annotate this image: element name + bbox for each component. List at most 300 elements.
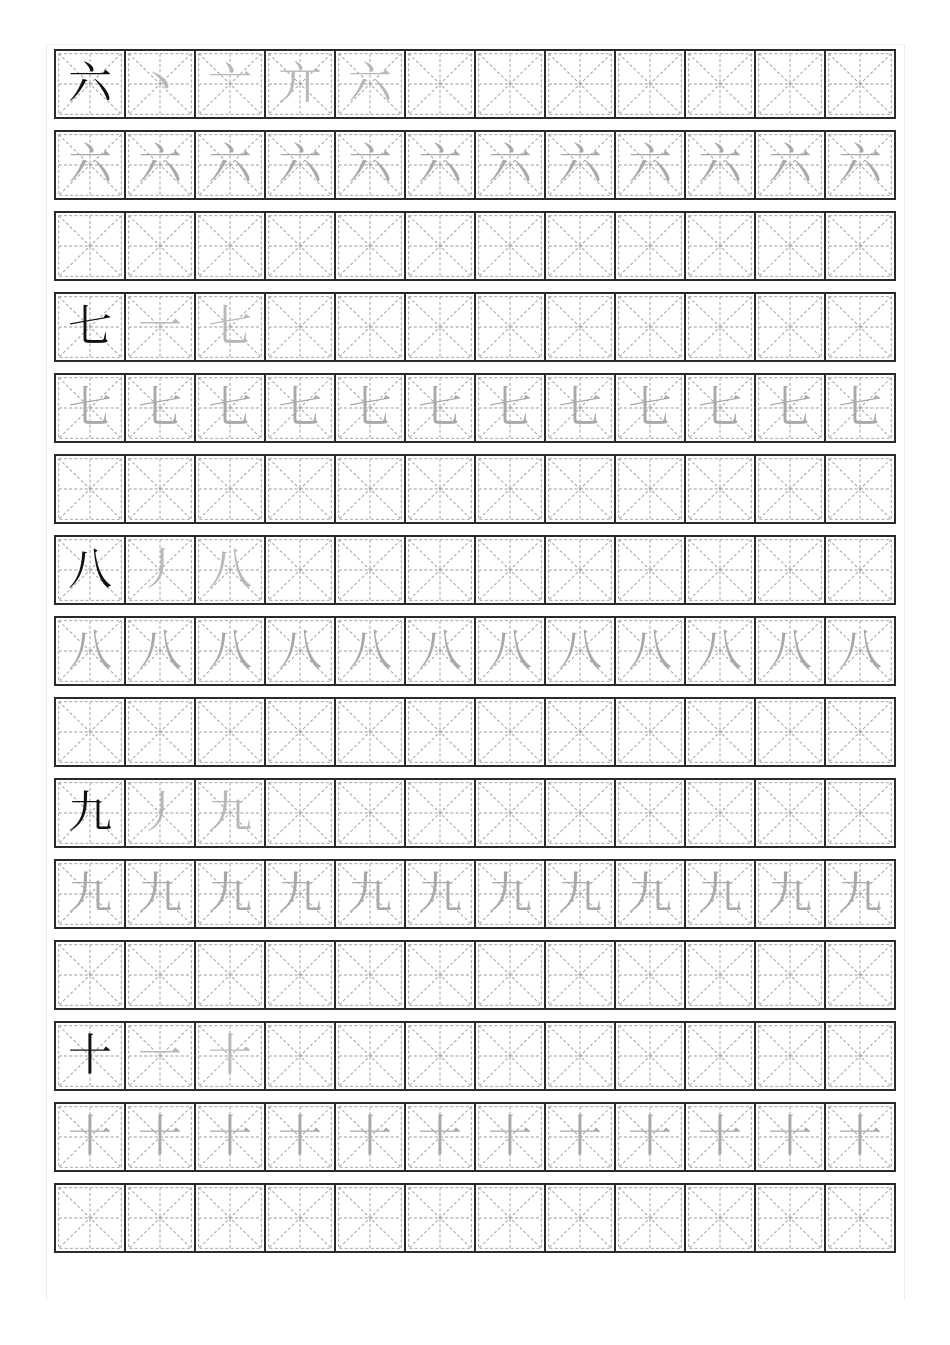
practice-cell[interactable] <box>126 456 196 522</box>
practice-cell[interactable] <box>406 213 476 279</box>
practice-cell[interactable] <box>196 1104 266 1170</box>
mizige-guide-lines <box>826 51 894 117</box>
practice-cell[interactable] <box>546 780 616 846</box>
mizige-guide-lines <box>266 537 334 603</box>
practice-cell[interactable] <box>336 51 406 117</box>
practice-cell[interactable] <box>196 456 266 522</box>
trace-character: 七 <box>418 382 462 433</box>
mizige-guide-lines <box>756 213 824 279</box>
practice-cell[interactable] <box>56 1104 126 1170</box>
practice-cell[interactable] <box>476 1185 546 1251</box>
mizige-guide-lines <box>266 1023 334 1089</box>
stroke-step: 六 <box>348 58 392 109</box>
mizige-guide-lines <box>686 1023 754 1089</box>
practice-cell[interactable] <box>56 537 126 603</box>
mizige-guide-lines <box>476 294 544 360</box>
mizige-guide-lines <box>406 456 474 522</box>
practice-cell[interactable] <box>126 132 196 198</box>
practice-cell[interactable] <box>126 1185 196 1251</box>
practice-cell[interactable] <box>686 456 756 522</box>
trace-character: 八 <box>488 625 532 676</box>
mizige-guide-lines <box>126 942 194 1008</box>
stroke-order-row <box>54 778 896 848</box>
practice-cell[interactable] <box>616 942 686 1008</box>
practice-cell[interactable] <box>756 780 826 846</box>
practice-cell[interactable] <box>616 699 686 765</box>
practice-cell[interactable] <box>406 942 476 1008</box>
practice-cell[interactable] <box>56 699 126 765</box>
stroke-order-row <box>54 1021 896 1091</box>
mizige-guide-lines <box>336 294 404 360</box>
mizige-guide-lines <box>336 699 404 765</box>
mizige-guide-lines <box>406 1185 474 1251</box>
practice-cell[interactable] <box>756 861 826 927</box>
mizige-guide-lines <box>546 1023 614 1089</box>
trace-character: 六 <box>418 139 462 190</box>
mizige-guide-lines <box>686 699 754 765</box>
practice-cell[interactable] <box>616 456 686 522</box>
trace-row <box>54 130 896 200</box>
mizige-guide-lines <box>476 51 544 117</box>
practice-cell[interactable] <box>126 942 196 1008</box>
trace-character: 八 <box>698 625 742 676</box>
mizige-guide-lines <box>126 699 194 765</box>
practice-cell[interactable] <box>126 51 196 117</box>
mizige-guide-lines <box>826 537 894 603</box>
practice-cell[interactable] <box>546 132 616 198</box>
trace-character: 九 <box>278 868 322 919</box>
practice-cell[interactable] <box>406 1185 476 1251</box>
practice-cell[interactable] <box>756 1104 826 1170</box>
practice-cell[interactable] <box>476 1104 546 1170</box>
mizige-guide-lines <box>266 213 334 279</box>
practice-cell[interactable] <box>406 537 476 603</box>
practice-cell[interactable] <box>266 1185 336 1251</box>
mizige-guide-lines <box>686 456 754 522</box>
practice-cell[interactable] <box>546 537 616 603</box>
practice-cell[interactable] <box>336 942 406 1008</box>
practice-cell[interactable] <box>546 51 616 117</box>
mizige-guide-lines <box>546 780 614 846</box>
mizige-guide-lines <box>826 1185 894 1251</box>
practice-cell[interactable] <box>406 780 476 846</box>
mizige-guide-lines <box>546 294 614 360</box>
practice-cell[interactable] <box>126 780 196 846</box>
practice-cell[interactable] <box>686 861 756 927</box>
practice-cell[interactable] <box>616 861 686 927</box>
practice-cell[interactable] <box>266 213 336 279</box>
mizige-guide-lines <box>546 213 614 279</box>
practice-cell[interactable] <box>686 132 756 198</box>
practice-cell[interactable] <box>196 1185 266 1251</box>
practice-cell[interactable] <box>686 213 756 279</box>
trace-character: 七 <box>838 382 882 433</box>
practice-cell[interactable] <box>406 618 476 684</box>
practice-cell[interactable] <box>826 456 894 522</box>
practice-cell[interactable] <box>126 1104 196 1170</box>
practice-cell[interactable] <box>126 294 196 360</box>
practice-cell[interactable] <box>826 213 894 279</box>
mizige-guide-lines <box>826 699 894 765</box>
practice-cell[interactable] <box>266 132 336 198</box>
practice-cell[interactable] <box>686 942 756 1008</box>
practice-cell[interactable] <box>336 1023 406 1089</box>
stroke-step: 一 <box>138 301 182 352</box>
practice-cell[interactable] <box>616 213 686 279</box>
practice-cell[interactable] <box>826 51 894 117</box>
practice-cell[interactable] <box>266 942 336 1008</box>
practice-cell[interactable] <box>546 375 616 441</box>
practice-cell[interactable] <box>336 132 406 198</box>
mizige-guide-lines <box>616 537 684 603</box>
practice-cell[interactable] <box>266 780 336 846</box>
trace-row <box>54 1102 896 1172</box>
stroke-step: 七 <box>208 301 252 352</box>
practice-cell[interactable] <box>616 1023 686 1089</box>
practice-cell[interactable] <box>126 618 196 684</box>
trace-character: 十 <box>208 1111 252 1162</box>
practice-cell[interactable] <box>196 132 266 198</box>
stroke-step: 亠 <box>208 58 252 109</box>
practice-cell[interactable] <box>546 861 616 927</box>
practice-cell[interactable] <box>756 942 826 1008</box>
practice-cell[interactable] <box>826 132 894 198</box>
mizige-guide-lines <box>56 1185 124 1251</box>
practice-cell[interactable] <box>826 942 894 1008</box>
mizige-guide-lines <box>126 456 194 522</box>
trace-character: 七 <box>138 382 182 433</box>
practice-cell[interactable] <box>266 537 336 603</box>
mizige-guide-lines <box>266 456 334 522</box>
practice-cell[interactable] <box>406 456 476 522</box>
practice-cell[interactable] <box>336 780 406 846</box>
practice-cell[interactable] <box>336 861 406 927</box>
stroke-order-row <box>54 292 896 362</box>
practice-cell[interactable] <box>686 1185 756 1251</box>
practice-cell[interactable] <box>826 1104 894 1170</box>
mizige-guide-lines <box>686 294 754 360</box>
practice-cell[interactable] <box>196 861 266 927</box>
practice-cell[interactable] <box>476 1023 546 1089</box>
practice-cell[interactable] <box>686 780 756 846</box>
practice-cell[interactable] <box>546 456 616 522</box>
practice-cell[interactable] <box>126 1023 196 1089</box>
practice-cell[interactable] <box>826 1023 894 1089</box>
practice-cell[interactable] <box>546 1023 616 1089</box>
practice-cell[interactable] <box>336 699 406 765</box>
practice-cell[interactable] <box>336 294 406 360</box>
trace-row <box>54 859 896 929</box>
trace-character: 六 <box>488 139 532 190</box>
practice-cell[interactable] <box>336 456 406 522</box>
practice-cell[interactable] <box>196 213 266 279</box>
practice-cell[interactable] <box>196 699 266 765</box>
practice-cell[interactable] <box>266 375 336 441</box>
stroke-order-row <box>54 535 896 605</box>
mizige-guide-lines <box>616 1023 684 1089</box>
mizige-guide-lines <box>686 537 754 603</box>
mizige-guide-lines <box>406 51 474 117</box>
mizige-guide-lines <box>476 213 544 279</box>
practice-cell[interactable] <box>826 780 894 846</box>
practice-cell[interactable] <box>126 699 196 765</box>
practice-cell[interactable] <box>616 294 686 360</box>
practice-cell[interactable] <box>126 375 196 441</box>
practice-cell[interactable] <box>266 618 336 684</box>
mizige-guide-lines <box>756 294 824 360</box>
mizige-guide-lines <box>616 1185 684 1251</box>
mizige-guide-lines <box>826 942 894 1008</box>
mizige-guide-lines <box>196 942 264 1008</box>
practice-cell[interactable] <box>126 213 196 279</box>
practice-cell[interactable] <box>476 51 546 117</box>
trace-character: 六 <box>698 139 742 190</box>
stroke-order-row <box>54 49 896 119</box>
mizige-guide-lines <box>476 537 544 603</box>
practice-cell[interactable] <box>686 375 756 441</box>
practice-cell[interactable] <box>616 132 686 198</box>
mizige-guide-lines <box>546 1185 614 1251</box>
practice-cell[interactable] <box>336 618 406 684</box>
mizige-guide-lines <box>686 51 754 117</box>
practice-cell[interactable] <box>546 942 616 1008</box>
practice-cell[interactable] <box>546 1185 616 1251</box>
model-character: 八 <box>68 544 112 595</box>
practice-cell[interactable] <box>266 456 336 522</box>
trace-character: 九 <box>628 868 672 919</box>
practice-cell[interactable] <box>406 861 476 927</box>
mizige-guide-lines <box>826 213 894 279</box>
mizige-guide-lines <box>266 942 334 1008</box>
practice-cell[interactable] <box>686 51 756 117</box>
practice-cell[interactable] <box>826 699 894 765</box>
practice-cell[interactable] <box>476 213 546 279</box>
practice-cell[interactable] <box>756 294 826 360</box>
trace-character: 七 <box>488 382 532 433</box>
trace-character: 七 <box>278 382 322 433</box>
mizige-guide-lines <box>266 294 334 360</box>
practice-cell[interactable] <box>266 294 336 360</box>
mizige-guide-lines <box>686 780 754 846</box>
mizige-guide-lines <box>616 699 684 765</box>
mizige-guide-lines <box>336 1023 404 1089</box>
practice-cell[interactable] <box>196 780 266 846</box>
mizige-guide-lines <box>686 1185 754 1251</box>
practice-cell[interactable] <box>616 375 686 441</box>
trace-character: 八 <box>418 625 462 676</box>
practice-cell[interactable] <box>56 132 126 198</box>
practice-cell[interactable] <box>616 1185 686 1251</box>
practice-cell[interactable] <box>56 861 126 927</box>
practice-cell[interactable] <box>406 51 476 117</box>
practice-cell[interactable] <box>756 51 826 117</box>
stroke-step: 亣 <box>278 58 322 109</box>
trace-character: 十 <box>698 1111 742 1162</box>
practice-cell[interactable] <box>686 618 756 684</box>
practice-cell[interactable] <box>826 861 894 927</box>
practice-cell[interactable] <box>756 132 826 198</box>
practice-cell[interactable] <box>56 1185 126 1251</box>
mizige-guide-lines <box>336 456 404 522</box>
mizige-guide-lines <box>406 294 474 360</box>
trace-character: 八 <box>628 625 672 676</box>
mizige-guide-lines <box>756 699 824 765</box>
practice-cell[interactable] <box>546 699 616 765</box>
mizige-guide-lines <box>476 942 544 1008</box>
practice-cell[interactable] <box>56 294 126 360</box>
practice-cell[interactable] <box>126 537 196 603</box>
mizige-guide-lines <box>686 213 754 279</box>
practice-cell[interactable] <box>756 1023 826 1089</box>
mizige-guide-lines <box>756 942 824 1008</box>
practice-cell[interactable] <box>56 780 126 846</box>
mizige-guide-lines <box>756 1023 824 1089</box>
practice-cell[interactable] <box>476 375 546 441</box>
practice-cell[interactable] <box>476 942 546 1008</box>
practice-cell[interactable] <box>476 780 546 846</box>
mizige-guide-lines <box>756 1185 824 1251</box>
practice-cell[interactable] <box>756 537 826 603</box>
practice-cell[interactable] <box>756 699 826 765</box>
practice-cell[interactable] <box>476 861 546 927</box>
trace-character: 六 <box>278 139 322 190</box>
mizige-guide-lines <box>406 213 474 279</box>
practice-cell[interactable] <box>406 1023 476 1089</box>
practice-cell[interactable] <box>196 1023 266 1089</box>
practice-cell[interactable] <box>826 294 894 360</box>
mizige-guide-lines <box>616 942 684 1008</box>
practice-cell[interactable] <box>266 699 336 765</box>
trace-character: 八 <box>208 625 252 676</box>
practice-cell[interactable] <box>336 1104 406 1170</box>
practice-cell[interactable] <box>336 213 406 279</box>
practice-cell[interactable] <box>266 1104 336 1170</box>
mizige-guide-lines <box>126 1185 194 1251</box>
mizige-guide-lines <box>336 1185 404 1251</box>
mizige-guide-lines <box>406 1023 474 1089</box>
practice-cell[interactable] <box>476 456 546 522</box>
mizige-guide-lines <box>336 537 404 603</box>
trace-character: 十 <box>838 1111 882 1162</box>
practice-cell[interactable] <box>126 861 196 927</box>
mizige-guide-lines <box>196 699 264 765</box>
practice-cell[interactable] <box>616 51 686 117</box>
trace-character: 七 <box>698 382 742 433</box>
practice-cell[interactable] <box>756 456 826 522</box>
practice-cell[interactable] <box>546 213 616 279</box>
practice-cell[interactable] <box>196 51 266 117</box>
practice-cell[interactable] <box>826 1185 894 1251</box>
trace-character: 七 <box>208 382 252 433</box>
practice-cell[interactable] <box>336 375 406 441</box>
mizige-guide-lines <box>826 294 894 360</box>
mizige-guide-lines <box>476 780 544 846</box>
practice-cell[interactable] <box>756 213 826 279</box>
practice-cell[interactable] <box>196 618 266 684</box>
practice-cell[interactable] <box>686 294 756 360</box>
practice-cell[interactable] <box>406 699 476 765</box>
trace-character: 九 <box>68 868 112 919</box>
practice-cell[interactable] <box>266 51 336 117</box>
practice-cell[interactable] <box>686 1104 756 1170</box>
practice-cell[interactable] <box>616 618 686 684</box>
practice-cell[interactable] <box>406 294 476 360</box>
practice-cell[interactable] <box>616 1104 686 1170</box>
mizige-guide-lines <box>266 699 334 765</box>
practice-cell[interactable] <box>546 294 616 360</box>
blank-practice-row <box>54 697 896 767</box>
practice-cell[interactable] <box>56 375 126 441</box>
practice-cell[interactable] <box>266 861 336 927</box>
mizige-guide-lines <box>756 780 824 846</box>
blank-practice-row <box>54 454 896 524</box>
trace-character: 十 <box>138 1111 182 1162</box>
practice-cell[interactable] <box>56 1023 126 1089</box>
practice-cell[interactable] <box>826 618 894 684</box>
practice-cell[interactable] <box>826 537 894 603</box>
practice-cell[interactable] <box>476 699 546 765</box>
practice-cell[interactable] <box>336 1185 406 1251</box>
mizige-guide-lines <box>826 456 894 522</box>
practice-cell[interactable] <box>266 1023 336 1089</box>
practice-cell[interactable] <box>196 294 266 360</box>
practice-cell[interactable] <box>476 618 546 684</box>
practice-cell[interactable] <box>546 1104 616 1170</box>
trace-character: 八 <box>68 625 112 676</box>
practice-cell[interactable] <box>406 375 476 441</box>
practice-cell[interactable] <box>826 375 894 441</box>
practice-cell[interactable] <box>686 537 756 603</box>
practice-cell[interactable] <box>196 537 266 603</box>
mizige-guide-lines <box>196 1185 264 1251</box>
practice-cell[interactable] <box>56 618 126 684</box>
practice-cell[interactable] <box>616 780 686 846</box>
mizige-guide-lines <box>126 213 194 279</box>
trace-character: 六 <box>208 139 252 190</box>
practice-cell[interactable] <box>686 1023 756 1089</box>
practice-cell[interactable] <box>616 537 686 603</box>
mizige-guide-lines <box>196 213 264 279</box>
mizige-guide-lines <box>56 942 124 1008</box>
practice-cell[interactable] <box>406 132 476 198</box>
practice-cell[interactable] <box>476 537 546 603</box>
trace-character: 七 <box>628 382 672 433</box>
trace-character: 十 <box>768 1111 812 1162</box>
mizige-guide-lines <box>616 294 684 360</box>
stroke-step: 九 <box>208 787 252 838</box>
practice-cell[interactable] <box>756 1185 826 1251</box>
practice-cell[interactable] <box>546 618 616 684</box>
practice-cell[interactable] <box>756 618 826 684</box>
practice-cell[interactable] <box>336 537 406 603</box>
practice-cell[interactable] <box>406 1104 476 1170</box>
mizige-guide-lines <box>406 537 474 603</box>
mizige-guide-lines <box>476 1185 544 1251</box>
stroke-step: 十 <box>208 1030 252 1081</box>
practice-cell[interactable] <box>686 699 756 765</box>
practice-cell[interactable] <box>756 375 826 441</box>
practice-cell[interactable] <box>196 375 266 441</box>
practice-cell[interactable] <box>56 456 126 522</box>
practice-cell[interactable] <box>56 213 126 279</box>
mizige-guide-lines <box>546 456 614 522</box>
practice-cell[interactable] <box>476 132 546 198</box>
practice-cell[interactable] <box>476 294 546 360</box>
practice-cell[interactable] <box>56 942 126 1008</box>
practice-cell[interactable] <box>196 942 266 1008</box>
mizige-guide-lines <box>686 942 754 1008</box>
practice-cell[interactable] <box>56 51 126 117</box>
